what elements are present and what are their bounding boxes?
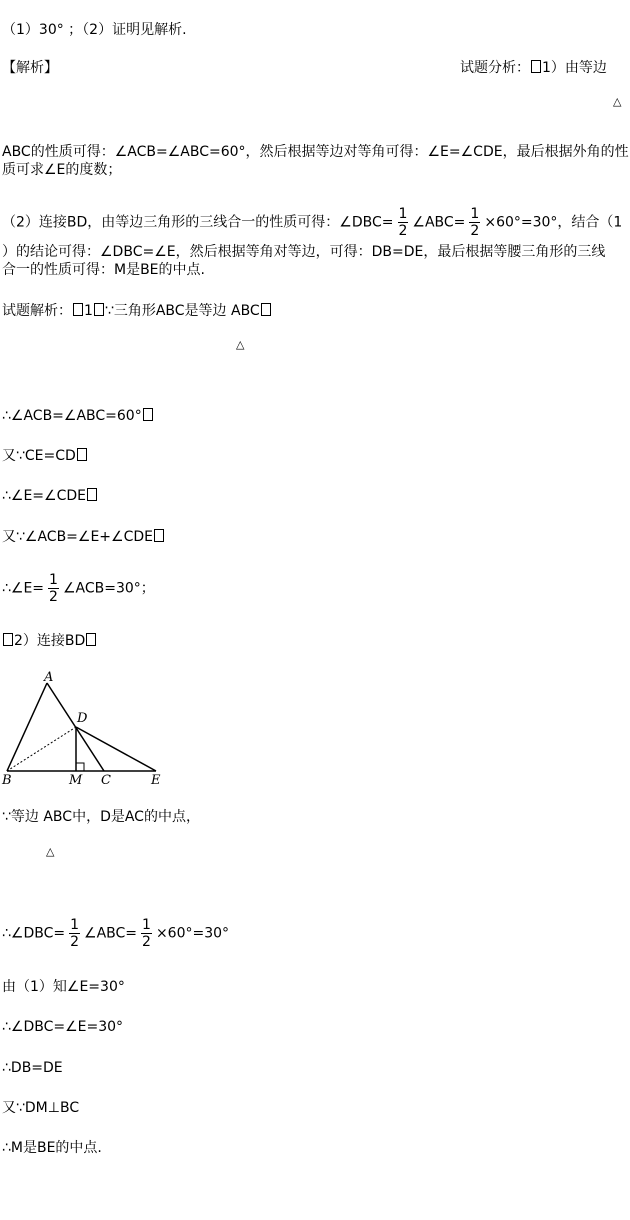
fraction-denominator: 2 (470, 223, 480, 239)
solution-step-7 (2, 917, 229, 950)
solution-step-4 (2, 527, 165, 547)
analysis-p1-line2: 质可求∠E的度数； (2, 162, 122, 178)
solution-part-number: 1 (84, 303, 93, 319)
fraction-denominator: 2 (142, 934, 151, 950)
solution-step-10: ∴DB=DE (2, 1060, 63, 1076)
missing-glyph-box (73, 303, 83, 316)
fraction-numerator: 1 (49, 572, 58, 588)
point-label-e: E (151, 773, 161, 788)
fraction-numerator: 1 (142, 917, 151, 933)
missing-glyph-box (143, 408, 153, 421)
fraction-denominator: 2 (49, 589, 58, 605)
missing-glyph-box (86, 633, 96, 646)
point-label-a: A (44, 670, 54, 685)
fraction-numerator: 1 (398, 206, 408, 222)
missing-glyph-box (261, 303, 271, 316)
step-text: 又∵∠ACB=∠E+∠CDE (2, 529, 153, 545)
step-text: ∠ABC= (84, 925, 138, 942)
step-text: ∠ACB=30°； (62, 580, 155, 597)
triangle-symbol: △ (613, 95, 622, 108)
analysis-intro-label: 试题分析： (460, 60, 530, 76)
solution-step-9: ∴∠DBC=∠E=30° (2, 1019, 124, 1035)
step-text: ∴∠ACB=∠ABC=60° (2, 408, 142, 424)
step-text: ×60°=30° (155, 925, 230, 942)
answer-line: （1）30° ；（2）证明见解析. (2, 22, 187, 38)
analysis-intro (460, 58, 607, 78)
solution-step-12: ∴M是BE的中点. (2, 1140, 102, 1156)
fraction-half (69, 917, 80, 950)
fraction-half (398, 206, 409, 239)
analysis-p2-line3: 合一的性质可得：M是BE的中点. (2, 262, 205, 278)
segment-ab (7, 683, 47, 771)
triangle-symbol: △ (46, 845, 55, 858)
analysis-p2-text-b: ∠ABC= (412, 214, 466, 231)
analysis-p2-line2: ）的结论可得：∠DBC=∠E，然后根据等角对等边，可得：DB=DE，最后根据等腰三角形的三线 (2, 244, 606, 260)
analysis-p1-line1: ABC的性质可得：∠ACB=∠ABC=60°，然后根据等边对等角可得：∠E=∠CDE，最后根据外角的性 (2, 144, 629, 160)
point-label-b: B (2, 773, 12, 788)
solution-step-1 (2, 406, 154, 426)
solution-step-3 (2, 486, 98, 506)
fraction-numerator: 1 (70, 917, 80, 933)
triangle-symbol: △ (236, 338, 245, 351)
missing-glyph-box (77, 448, 87, 461)
solution-step-11: 又∵DM⊥BC (2, 1100, 80, 1116)
fraction-half (469, 206, 480, 239)
solution-step-8: 由（1）知∠E=30° (2, 979, 125, 995)
missing-glyph-box (154, 529, 164, 542)
missing-glyph-box (3, 633, 13, 646)
fraction-half (48, 572, 59, 605)
jiexi-heading: 【解析】 (2, 60, 58, 76)
point-label-d: D (77, 711, 88, 726)
step-text: ∴∠E=∠CDE (2, 488, 86, 504)
step-text: ∴∠DBC= (2, 925, 66, 942)
solution-title-text: ∵三角形ABC是等边 ABC (104, 303, 260, 319)
fraction-denominator: 2 (70, 934, 80, 950)
solution-title (2, 301, 272, 321)
geometry-figure (0, 666, 175, 792)
solution-step-2 (2, 446, 88, 466)
step-text: 2）连接BD (14, 633, 86, 649)
fraction-numerator: 1 (470, 206, 480, 222)
missing-glyph-box (87, 488, 97, 501)
segment-de (76, 727, 156, 771)
step-text: 又∵CE=CD (2, 448, 76, 464)
missing-glyph-box (94, 303, 104, 316)
point-label-c: C (101, 773, 111, 788)
point-label-m: M (69, 773, 83, 788)
fraction-denominator: 2 (398, 223, 408, 239)
solution-part2-title (2, 631, 97, 651)
analysis-intro-tail: 1）由等边 (542, 60, 607, 76)
fraction-half (141, 917, 152, 950)
solution-title-label: 试题解析： (2, 303, 72, 319)
analysis-p2-line1 (2, 206, 622, 239)
step-text: ∴∠E= (2, 580, 45, 597)
solution-step-6: ∵等边 ABC中，D是AC的中点， (2, 809, 200, 825)
right-angle-mark (76, 763, 84, 771)
analysis-p2-text-a: （2）连接BD，由等边三角形的三线合一的性质可得：∠DBC= (2, 214, 394, 231)
solution-step-5 (2, 572, 155, 605)
missing-glyph-box (531, 60, 541, 73)
analysis-p2-text-c: ×60°=30°，结合（1 (484, 214, 623, 231)
